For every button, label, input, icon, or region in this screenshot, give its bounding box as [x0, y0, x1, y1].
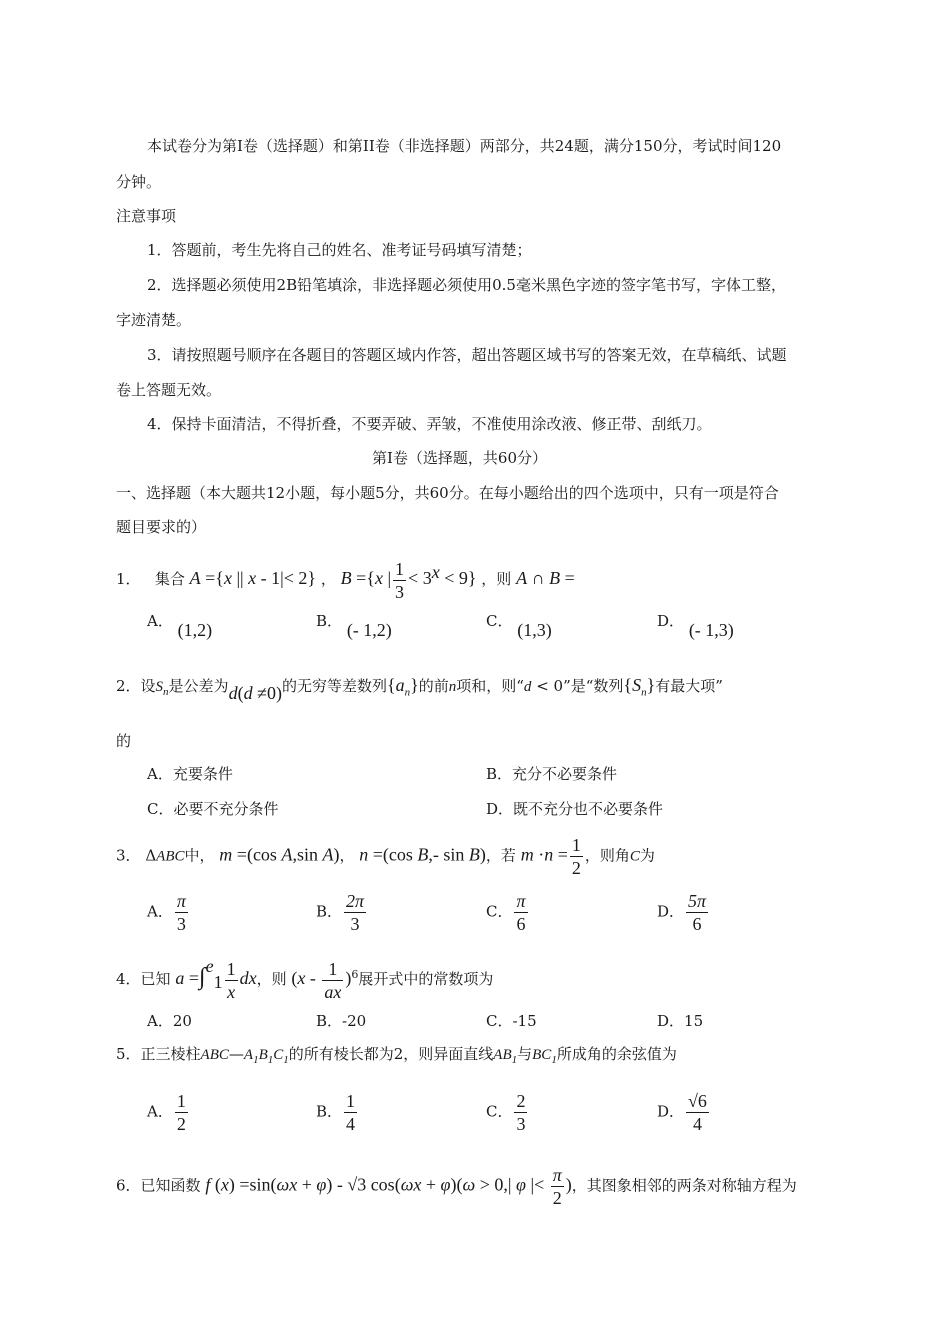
q3-option-d[interactable]: D． $\frac{5\pi}{6}$ [657, 891, 707, 934]
q1-number: 1． [116, 570, 141, 588]
q4-option-a[interactable]: A．20 [147, 1012, 192, 1030]
question-3: 3． ΔABC中， m =(cos A,sin A)， n =(cos B,- sin B)，若 m ·n = $\frac{1}{2}$ ，则角C为 [116, 835, 655, 878]
q3-option-b[interactable]: B． $\frac{2\pi}{3}$ [316, 891, 365, 934]
question-4: 4．已知 a =∫$^e_1$ $\frac{1}{x}$ dx，则 (x - $\frac{1}{ax}$ )$^6$展开式中的常数项为 [116, 956, 494, 1002]
notice-item-4: 4．保持卡面清洁，不得折叠，不要弄破、弄皱，不准使用涂改液、修正带、刮纸刀。 [147, 415, 712, 433]
q4-option-d[interactable]: D．15 [657, 1012, 704, 1030]
q1-intersection: A [516, 568, 528, 588]
q1-option-c[interactable]: C． (1,3) [486, 612, 552, 640]
q1-option-a[interactable]: A． (1,2) [147, 612, 213, 640]
question-2: 2．设$S_n$是公差为d(d ≠0)的无穷等差数列$\{a_n\}$的前n项和，则“d < 0”是“数列$\{S_n\}$有最大项” [116, 675, 723, 703]
q5-option-c[interactable]: C． $\frac{2}{3}$ [486, 1091, 526, 1134]
q2-option-c[interactable]: C．必要不充分条件 [147, 800, 279, 818]
notice-item-2: 2．选择题必须使用2B铅笔填涂，非选择题必须使用0.5毫米黑色字迹的签字笔书写，字体工整， [147, 276, 786, 294]
notice-item-3: 3．请按照题号顺序在各题目的答题区域内作答，超出答题区域书写的答案无效，在草稿纸、试题 [147, 346, 787, 364]
q5-option-d[interactable]: D． $\frac{√6}{4}$ [657, 1091, 707, 1134]
section-desc-1: 一、选择题（本大题共12小题，每小题5分，共60分。在每小题给出的四个选项中，只有一项是符合 [116, 484, 779, 502]
intro-line-1: 本试卷分为第Ⅰ卷（选择题）和第II卷（非选择题）两部分，共24题，满分150分，考试时间120 [147, 137, 782, 155]
q3-option-c[interactable]: C． $\frac{\pi}{6}$ [486, 891, 526, 934]
intro-line-2: 分钟。 [116, 173, 162, 191]
notice-title: 注意事项 [116, 207, 177, 225]
q1-set-b: B [340, 568, 352, 588]
question-6: 6．已知函数 f (x) =sin(ωx + φ) - √3 cos(ωx + φ)(ω > 0,| φ |< $\frac{\pi}{2}$ )，其图象相邻的两条对称轴方程为 [116, 1165, 797, 1208]
section-title: 第Ⅰ卷（选择题，共60分） [372, 449, 548, 467]
q2-option-b[interactable]: B．充分不必要条件 [486, 765, 618, 783]
q5-option-b[interactable]: B． $\frac{1}{4}$ [316, 1091, 356, 1134]
q2-option-a[interactable]: A．充要条件 [147, 765, 233, 783]
notice-item-2-cont: 字迹清楚。 [116, 311, 192, 329]
q2-tail: 的 [116, 732, 132, 750]
q1-text-post: ，则 [481, 570, 512, 588]
question-5: 5．正三棱柱$ABC—A_1B_1C_1$的所有棱长都为2，则异面直线$AB_1$与$BC_1$所成角的余弦值为 [116, 1045, 677, 1066]
q3-option-a[interactable]: A． $\frac{\pi}{3}$ [147, 891, 186, 934]
q4-option-b[interactable]: B．-20 [316, 1012, 367, 1030]
q1-option-d[interactable]: D． (- 1,3) [657, 612, 734, 640]
q1-option-b[interactable]: B． (- 1,2) [316, 612, 392, 640]
q1-fraction: $\frac{1}{3}$ [395, 558, 405, 602]
notice-item-3-cont: 卷上答题无效。 [116, 381, 222, 399]
q1-text-mid: ， [320, 570, 336, 588]
q4-option-c[interactable]: C．-15 [486, 1012, 537, 1030]
q2-option-d[interactable]: D．既不充分也不必要条件 [486, 800, 664, 818]
q5-option-a[interactable]: A． $\frac{1}{2}$ [147, 1091, 186, 1134]
question-1: 1． 集合 A ={x || x - 1|< 2} ， B ={x | $\frac{1}{3}$ < $3^x < 9$} ，则 A ∩ B = [116, 558, 575, 602]
section-desc-2: 题目要求的） [116, 518, 207, 536]
q1-text-pre: 集合 [154, 570, 185, 588]
notice-item-1: 1．答题前，考生先将自己的姓名、准考证号码填写清楚； [147, 241, 532, 259]
q1-set-a: A [189, 568, 201, 588]
